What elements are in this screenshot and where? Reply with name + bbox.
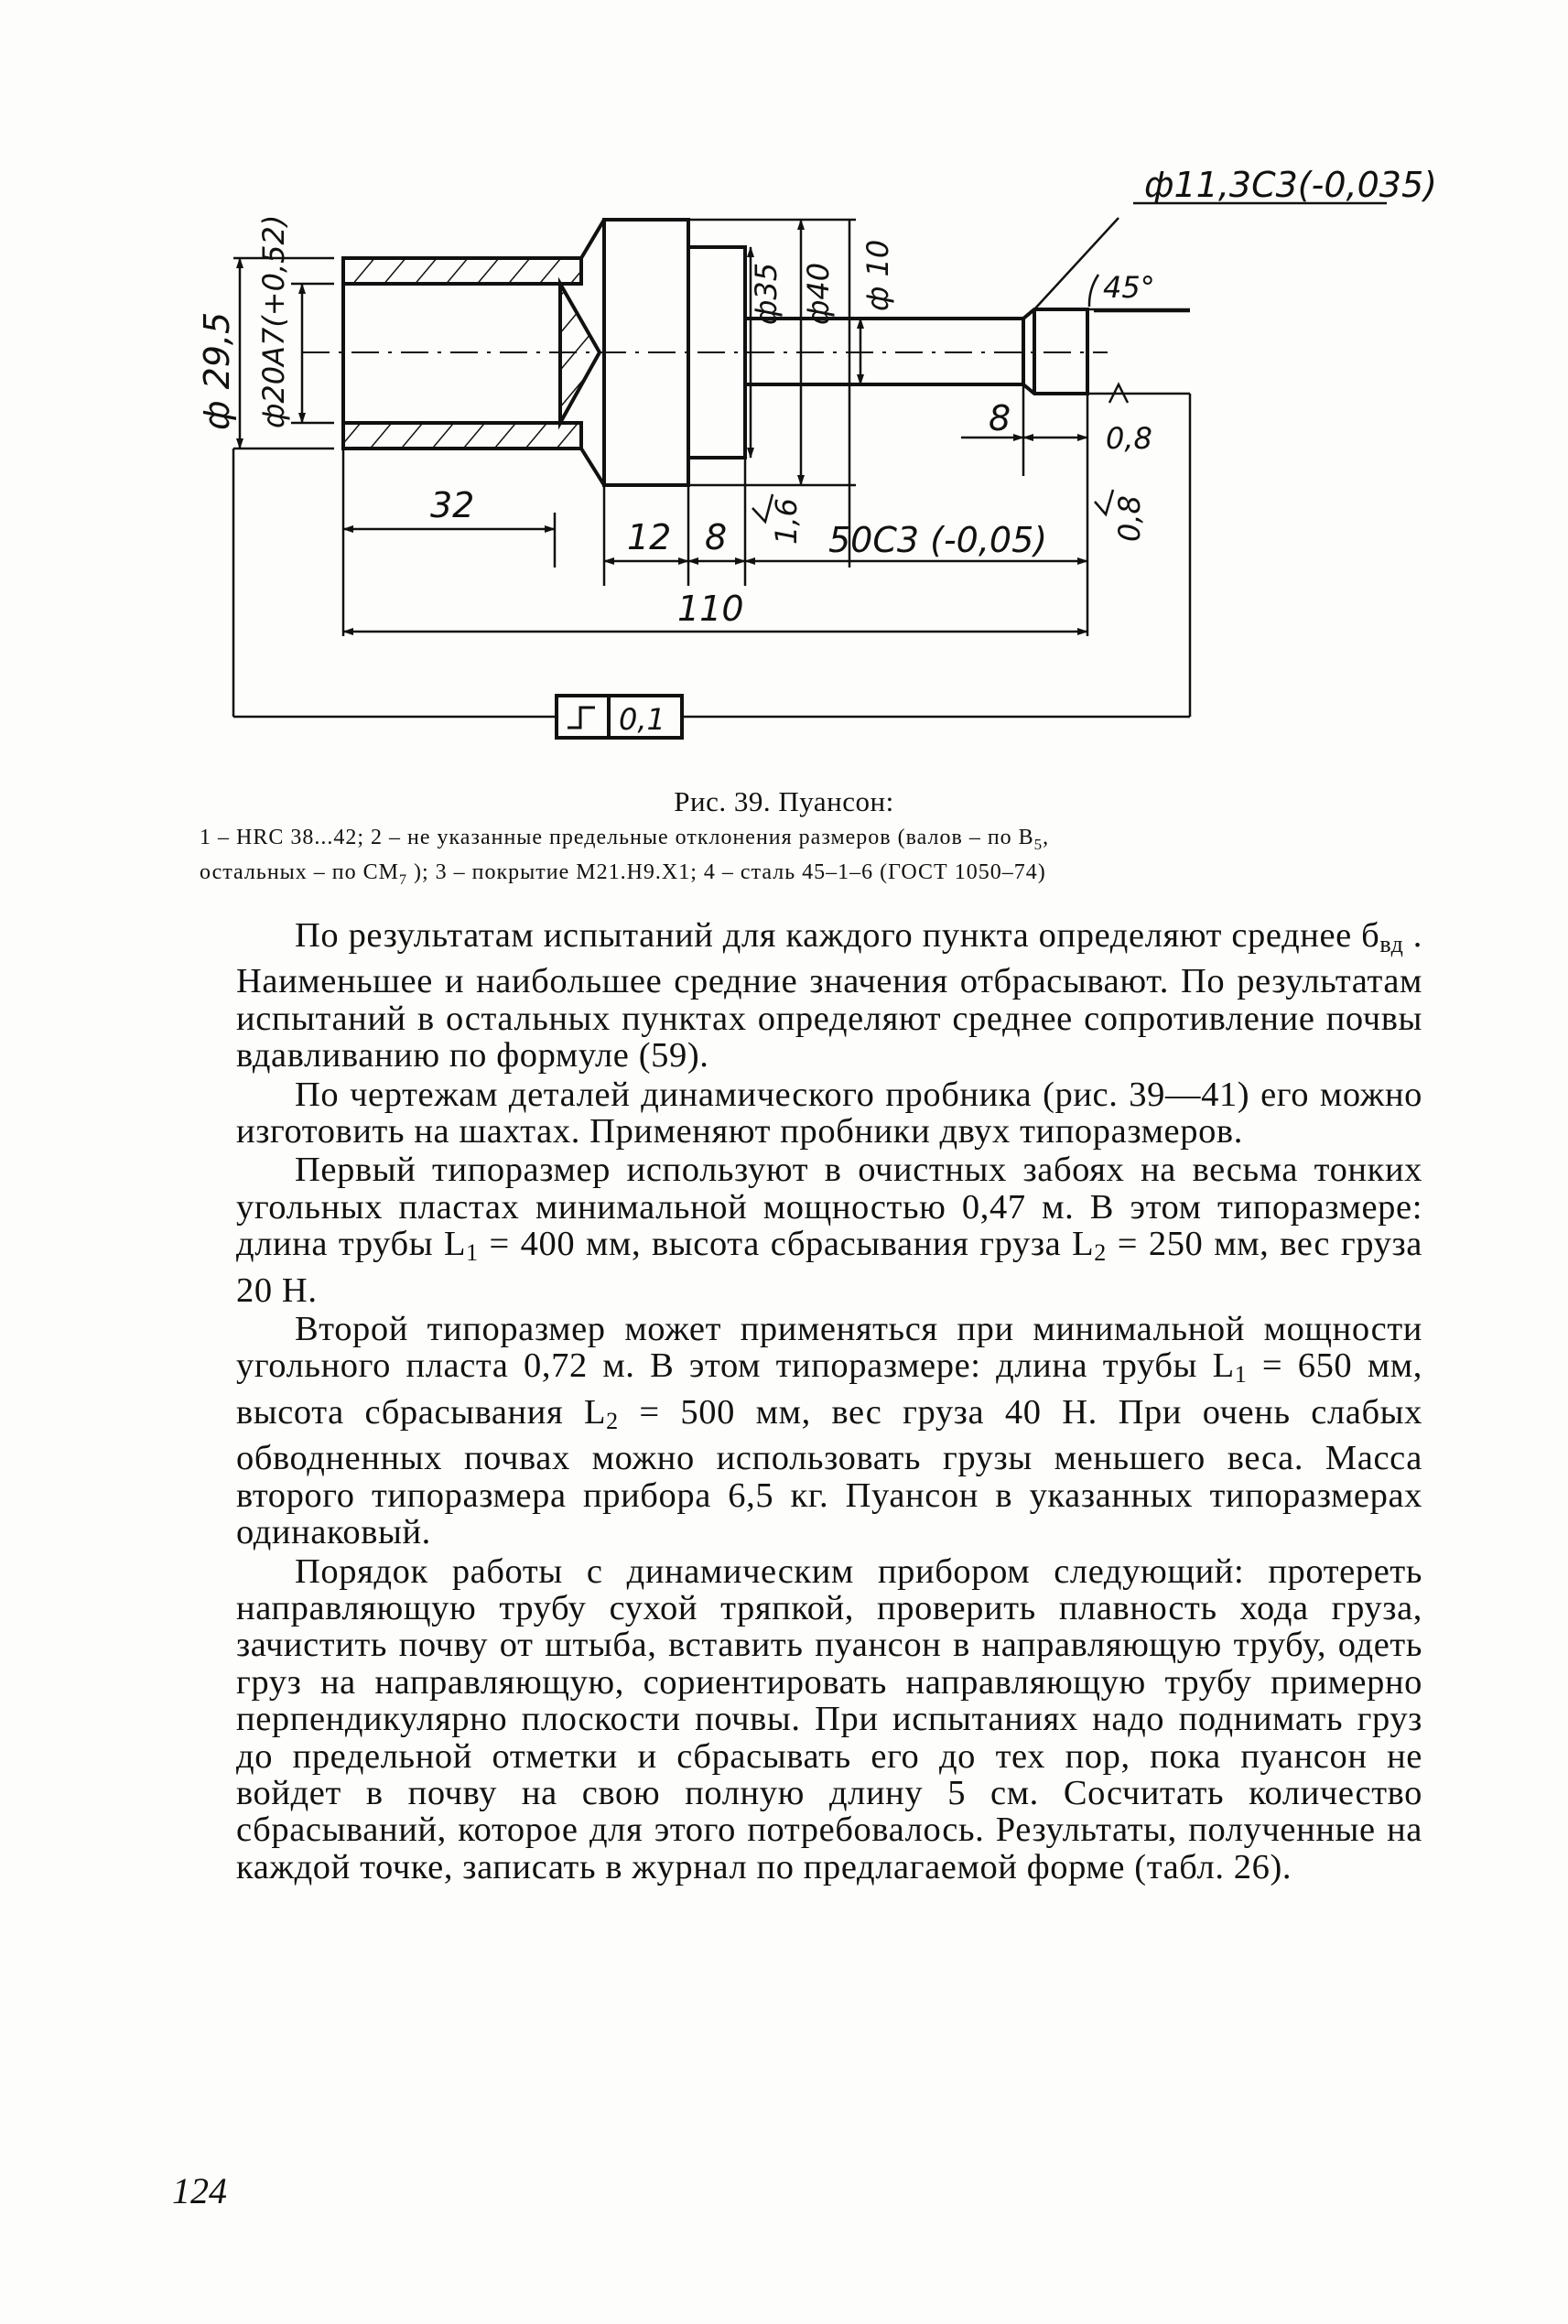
dim-d10: ф 10 <box>860 239 895 311</box>
dim-roughness-0-8: 0,8 <box>1112 495 1147 542</box>
dim-50: 50С3 (-0,05) <box>828 520 1048 560</box>
paragraph-2: По чертежам деталей динамического пробника (рис. 39—41) его можно изготовить на шахтах. Применяют пробники двух типоразмеров. <box>236 1075 1422 1151</box>
dim-roughness-1-6: 1,6 <box>769 498 804 545</box>
paragraph-4: Второй типоразмер может применяться при минимальной мощности угольного пласта 0,72 м. В этом типоразмере: длина трубы $L_1 = 650$ мм, высота сбрасывания $L_2 = 500$ мм, вес груза 40 Н. При очень слабых обводненных почвах можно использовать грузы меньшего веса. Масса второго типоразмера прибора 6,5 кг. Пуансон в указанных типоразмерах одинаковый. <box>236 1310 1422 1552</box>
dim-110: 110 <box>677 589 744 629</box>
dim-32: 32 <box>430 485 475 525</box>
dim-angle: 45° <box>1103 270 1155 305</box>
dim-outer: ф 29,5 <box>197 311 237 430</box>
dim-8: 8 <box>705 517 728 557</box>
dim-tip-0-8: 0,8 <box>1106 421 1152 456</box>
figure-caption: Рис. 39. Пуансон: <box>674 785 894 817</box>
tolerance-value: 0,1 <box>619 702 665 737</box>
punch-drawing <box>0 0 1568 778</box>
paragraph-5: Порядок работы с динамическим прибором следующий: протереть направляющую трубу сухой тряпкой, проверить плавность хода груза, зачистить почву от штыба, вставить пуансон в направляющую трубу, одеть груз на направляющую, сориентировать направляющую трубу примерно перпендикулярно плоскости почвы. При испытаниях надо поднимать груз до предельной отметки и сбрасывать его до тех пор, пока пуансон не войдет в почву на свою полную длину 5 см. Сосчитать количество сбрасываний, которое для этого потребовалось. Результаты, полученные на каждой точке, записать в журнал по предлагаемой форме (табл. 26). <box>236 1551 1422 1886</box>
dim-d35: ф35 <box>749 262 784 325</box>
body-text <box>236 917 1422 1887</box>
page-number: 124 <box>172 2170 227 2211</box>
dim-d40: ф40 <box>801 262 836 325</box>
figure-legend: 1 – HRC 38...42; 2 – не указанные предельные отклонения размеров (валов – по $В_5$, остальных – по $СМ_7$ ); 3 – покрытие М21.Н9.Х1; 4 – сталь 45–1–6 (ГОСТ 1050–74) <box>200 826 1050 888</box>
dim-12: 12 <box>627 517 672 557</box>
dim-tip-8: 8 <box>989 398 1011 438</box>
dim-top-right: ф11,3С3(-0,035) <box>1144 165 1437 205</box>
dim-bore: ф20А7(+0,52) <box>256 214 291 428</box>
paragraph-3: Первый типоразмер используют в очистных забоях на весьма тонких угольных пластах минимальной мощностью 0,47 м. В этом типоразмере: длина трубы $L_1 = 400$ мм, высота сбрасывания груза $L_2 = 250$ мм, вес груза 20 Н. <box>236 1151 1422 1310</box>
paragraph-1: По результатам испытаний для каждого пункта определяют среднее $б_{вд}$ . Наименьшее и наибольшее средние значения отбрасывают. По результатам испытаний в остальных пунктах определяют среднее сопротивление почвы вдавливанию по формуле (59). <box>236 916 1422 1076</box>
